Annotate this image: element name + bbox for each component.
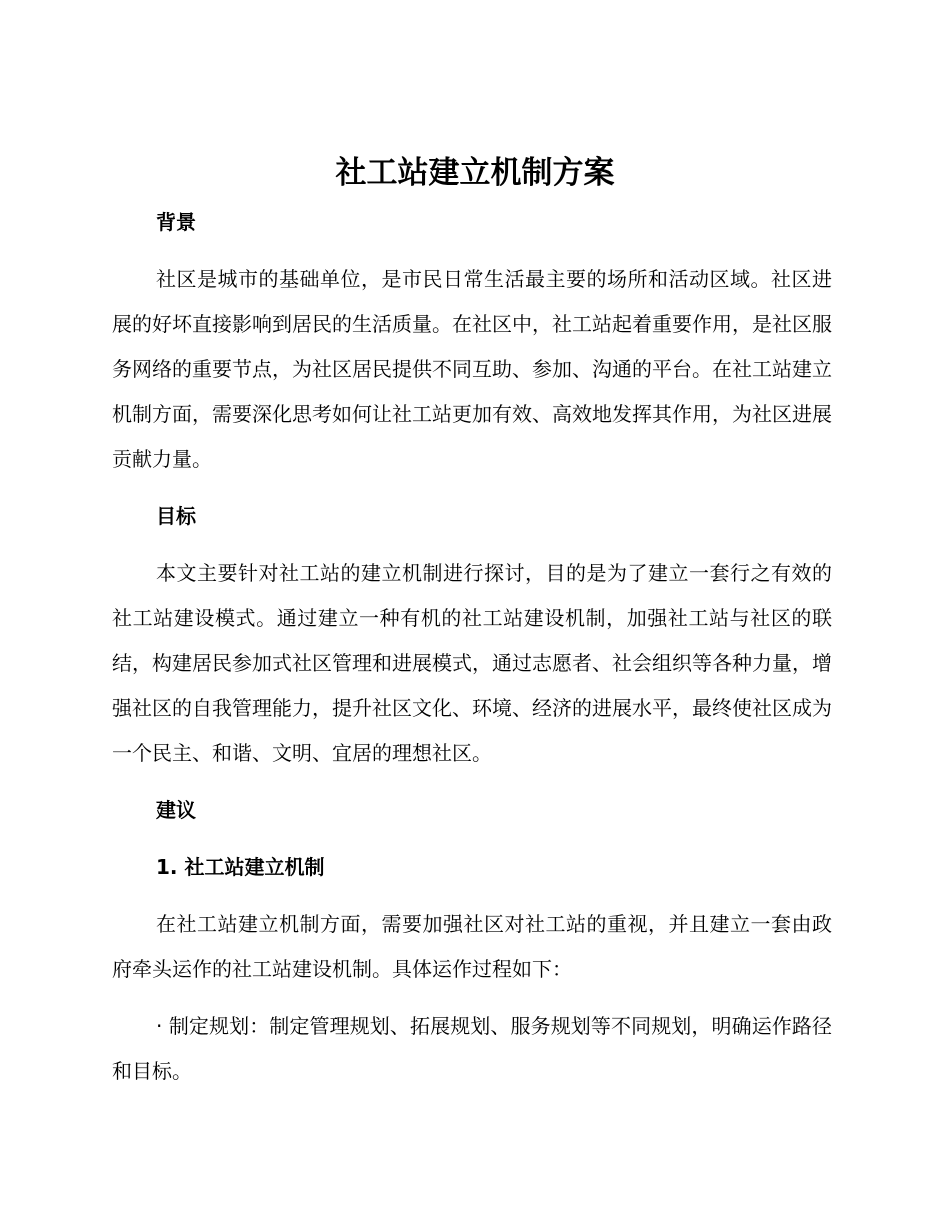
- document-title: 社工站建立机制方案: [335, 155, 615, 191]
- section-heading-suggestions: 建议: [156, 798, 196, 822]
- section-heading-goal: 目标: [156, 504, 196, 528]
- bullet-planning: · 制定规划：制定管理规划、拓展规划、服务规划等不同规划，明确运作路径和目标。: [112, 1014, 832, 1083]
- subsection-heading-mechanism: 1. 社工站建立机制: [156, 855, 325, 879]
- paragraph-background: 社区是城市的基础单位，是市民日常生活最主要的场所和活动区域。社区进展的好坏直接影响到居民的生活质量。在社区中，社工站起着重要作用，是社区服务网络的重要节点，为社区居民提供不同互助、参加、沟通的平台。在社工站建立机制方面，需要深化思考如何让社工站更加有效、高效地发挥其作用，为社区进展贡献力量。: [112, 267, 832, 471]
- paragraph-mechanism: 在社工站建立机制方面，需要加强社区对社工站的重视，并且建立一套由政府牵头运作的社工站建设机制。具体运作过程如下：: [112, 912, 832, 981]
- section-heading-background: 背景: [156, 210, 196, 234]
- paragraph-goal: 本文主要针对社工站的建立机制进行探讨，目的是为了建立一套行之有效的社工站建设模式。通过建立一种有机的社工站建设机制，加强社工站与社区的联结，构建居民参加式社区管理和进展模式，通过志愿者、社会组织等各种力量，增强社区的自我管理能力，提升社区文化、环境、经济的进展水平，最终使社区成为一个民主、和谐、文明、宜居的理想社区。: [112, 561, 832, 765]
- document-body: [112, 200, 832, 1106]
